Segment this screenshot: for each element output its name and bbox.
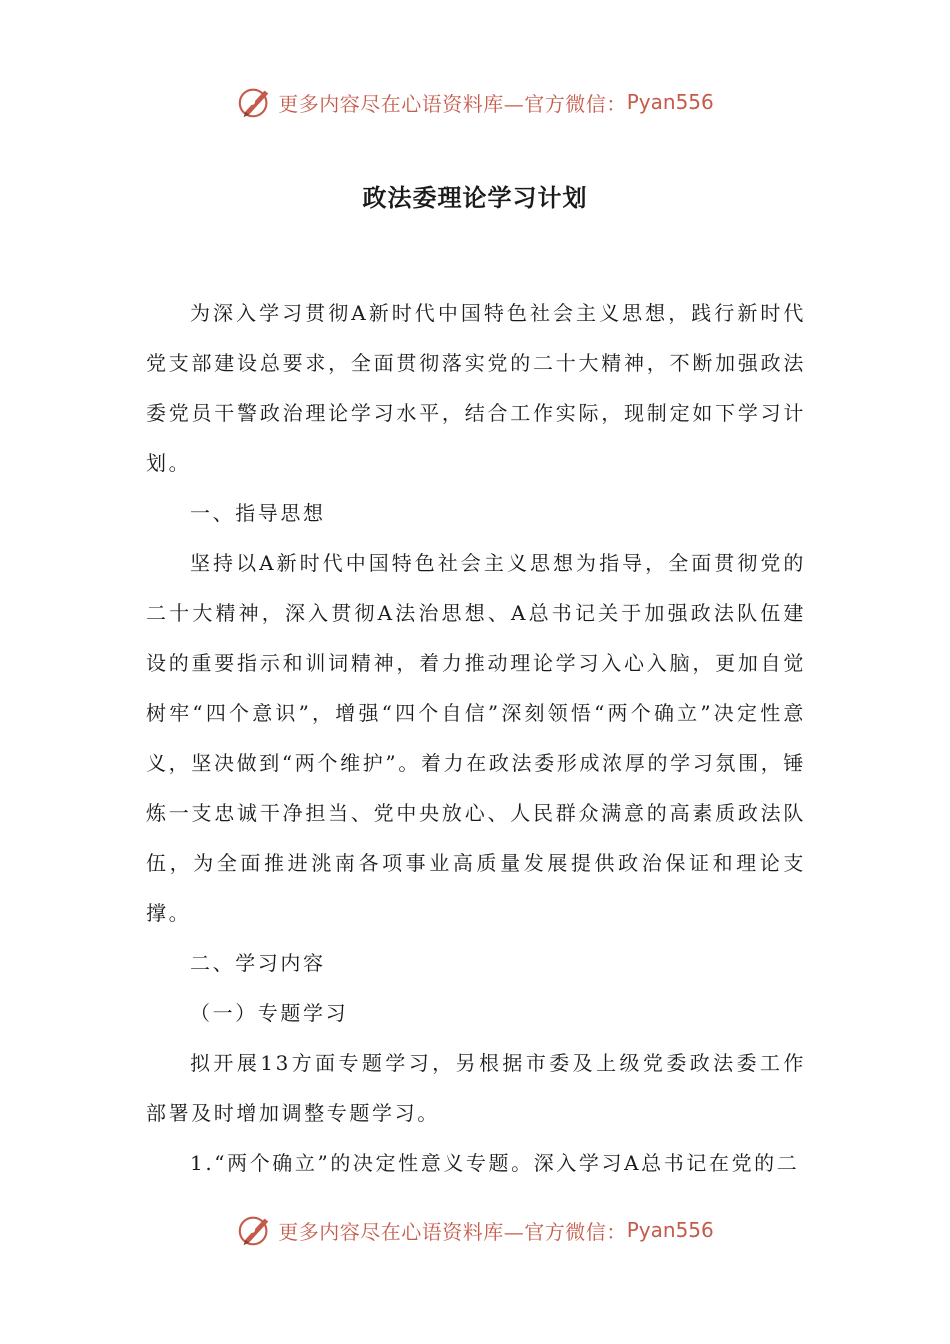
watermark-handle: Pyan556 <box>626 90 714 114</box>
intro-paragraph: 为深入学习贯彻A新时代中国特色社会主义思想，践行新时代党支部建设总要求，全面贯彻落实党的二十大精神，不断加强政法委党员干警政治理论学习水平，结合工作实际，现制定如下学习计划。 <box>146 301 806 475</box>
guiding-ideology-paragraph: 坚持以A新时代中国特色社会主义思想为指导，全面贯彻党的二十大精神，深入贯彻A法治思想、A总书记关于加强政法队伍建设的重要指示和训词精神，着力推动理论学习入心入脑，更加自觉树牢“四个意识”，增强“四个自信”深刻领悟“两个确立”决定性意义，坚决做到“两个维护”。着力在政法委形成浓厚的学习氛围，锤炼一支忠诚干净担当、党中央放心、人民群众满意的高素质政法队伍，为全面推进洮南各项事业高质量发展提供政治保证和理论支撑。 <box>146 551 806 925</box>
section-heading-study-content: 二、学习内容 <box>190 951 326 975</box>
section-heading-guiding-ideology: 一、指导思想 <box>190 501 326 525</box>
watermark-text: 更多内容尽在心语资料库—官方微信： <box>278 91 627 116</box>
subsection-heading-topic-study: （一）专题学习 <box>190 1001 349 1025</box>
topic-item-1: 1.“两个确立”的决定性意义专题。深入学习A总书记在党的二 <box>190 1151 800 1175</box>
watermark-handle: Pyan556 <box>626 1218 714 1242</box>
document-body <box>146 288 806 1188</box>
watermark-banner-bottom <box>0 1210 950 1250</box>
topic-study-paragraph: 拟开展13方面专题学习，另根据市委及上级党委政法委工作部署及时增加调整专题学习。 <box>146 1051 806 1125</box>
pen-logo-icon <box>236 1211 274 1249</box>
pen-logo-icon <box>236 83 274 121</box>
watermark-banner-top <box>0 82 950 122</box>
document-title: 政法委理论学习计划 <box>362 183 588 212</box>
watermark-text: 更多内容尽在心语资料库—官方微信： <box>278 1219 627 1244</box>
